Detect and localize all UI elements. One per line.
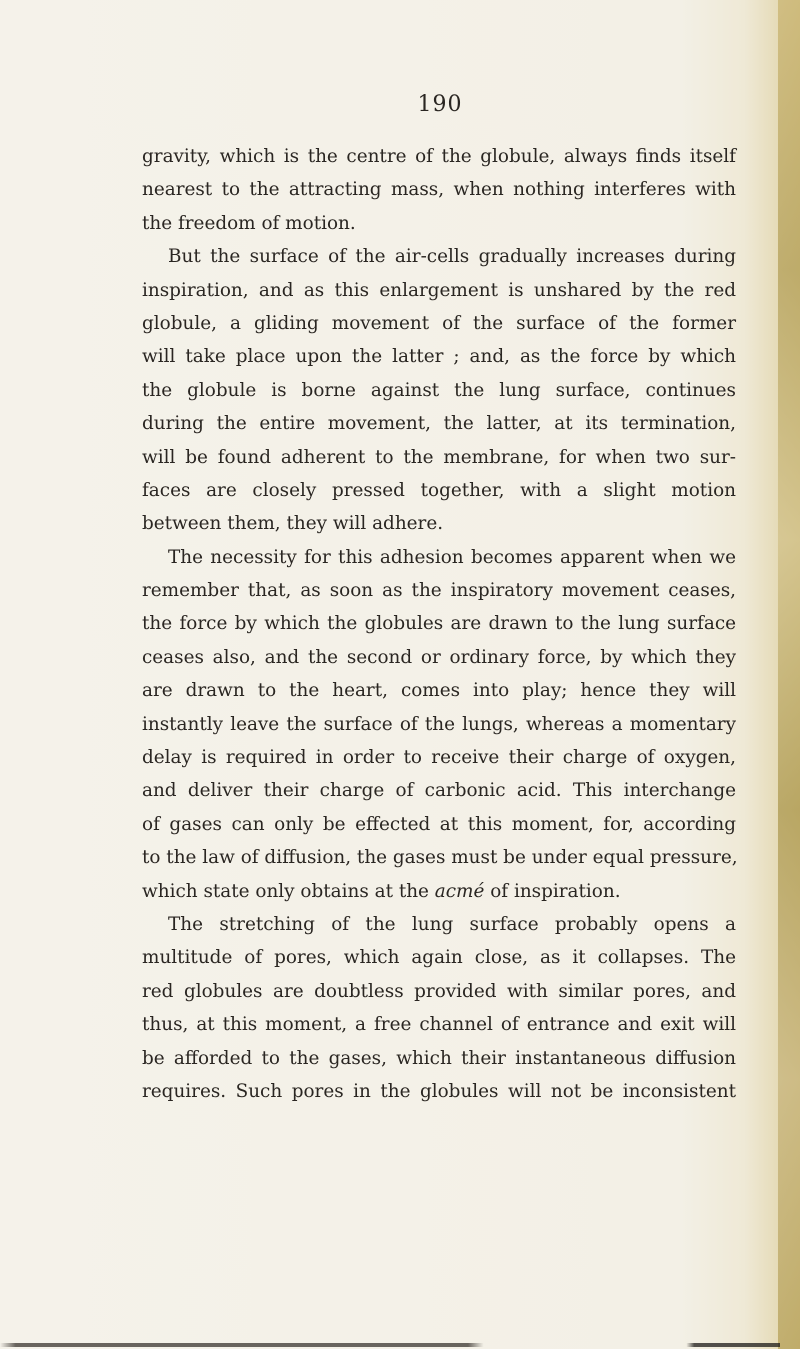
text-fragment: which state only obtains at the [142,880,435,902]
bottom-edge-rule [0,1343,780,1347]
text-line: will take place upon the latter ; and, as the force by which [142,346,736,368]
italic-term: acmé [434,880,485,902]
text-line: remember that, as soon as the inspiratory movement ceases, [142,580,736,602]
body-text [142,140,736,1108]
text-line: requires. Such pores in the globules will not be inconsistent [142,1080,736,1102]
text-line: globule, a gliding movement of the surface of the former [142,312,736,334]
text-fragment: of inspiration. [484,880,621,902]
text-line: The necessity for this adhesion becomes apparent when we [168,546,736,568]
text-line: But the surface of the air-cells gradually increases during [168,246,736,268]
text-line: faces are closely pressed together, with a slight motion [142,479,736,501]
text-line: multitude of pores, which again close, as it collapses. The [142,947,736,969]
page-edge-shadow [778,0,800,1349]
text-line: be afforded to the gases, which their instantaneous diffusion [142,1047,736,1069]
text-line: during the entire movement, the latter, at its termination, [142,413,736,435]
text-line: The stretching of the lung surface probably opens a [168,913,736,935]
text-line: to the law of diffusion, the gases must be under equal pressure, [142,847,738,869]
text-line: inspiration, and as this enlargement is unshared by the red [142,279,736,301]
text-line: delay is required in order to receive their charge of oxygen, [142,747,736,769]
text-line: are drawn to the heart, comes into play; hence they will [142,680,736,702]
text-line: the force by which the globules are drawn to the lung surface [142,613,736,635]
page-number: 190 [417,92,463,117]
text-line: nearest to the attracting mass, when nothing interferes with [142,179,736,201]
text-line: will be found adherent to the membrane, for when two sur- [142,446,736,468]
text-line: ceases also, and the second or ordinary force, by which they [142,646,736,668]
text-line: the freedom of motion. [142,212,356,234]
text-line: and deliver their charge of carbonic acid. This interchange [142,780,736,802]
text-line: red globules are doubtless provided with similar pores, and [142,980,736,1002]
text-line: of gases can only be effected at this moment, for, according [142,813,736,835]
text-line: the globule is borne against the lung surface, continues [142,379,736,401]
text-line: instantly leave the surface of the lungs, whereas a momentary [142,713,736,735]
text-line: thus, at this moment, a free channel of entrance and exit will [142,1014,736,1036]
text-line: between them, they will adhere. [142,513,444,535]
text-line: gravity, which is the centre of the globule, always finds itself [142,146,736,167]
text-line [142,875,736,908]
